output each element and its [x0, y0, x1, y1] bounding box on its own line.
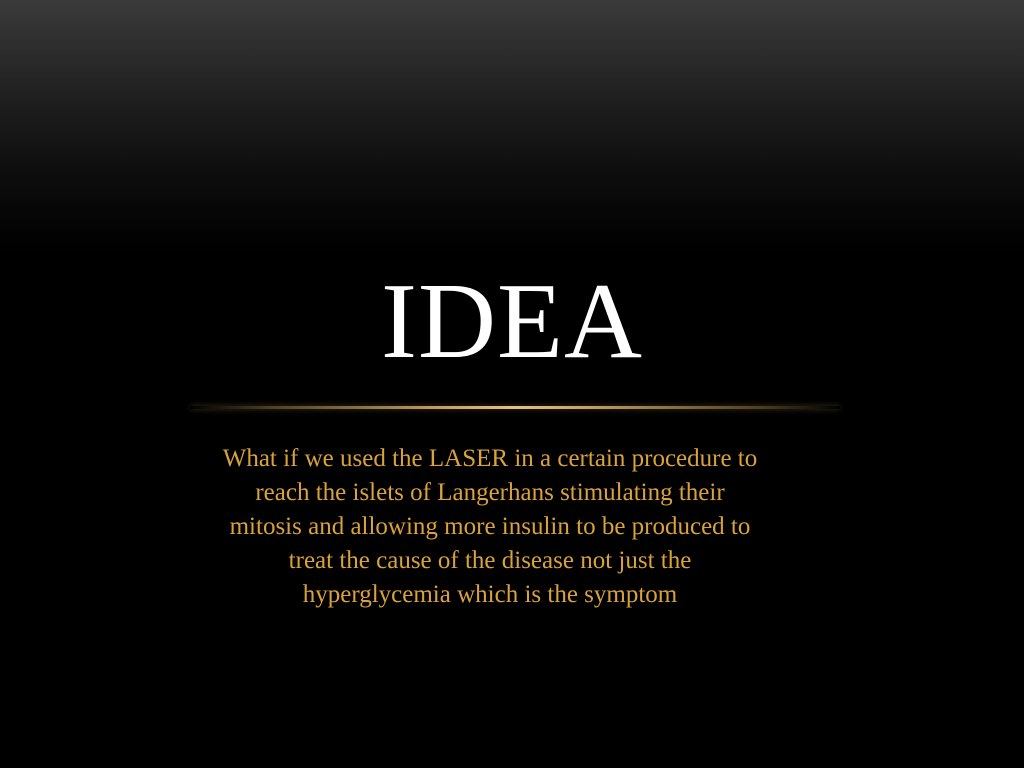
- body-line: hyperglycemia which is the symptom: [302, 581, 678, 608]
- title-divider: [190, 406, 840, 409]
- slide-title: IDEA: [381, 262, 643, 381]
- body-line: What if we used the LASER in a certain procedure to: [222, 445, 758, 472]
- body-line: treat the cause of the disease not just the: [288, 547, 692, 574]
- body-line: mitosis and allowing more insulin to be produced to: [229, 513, 751, 540]
- body-line: reach the islets of Langerhans stimulating their: [255, 479, 725, 506]
- slide-body: [140, 442, 840, 612]
